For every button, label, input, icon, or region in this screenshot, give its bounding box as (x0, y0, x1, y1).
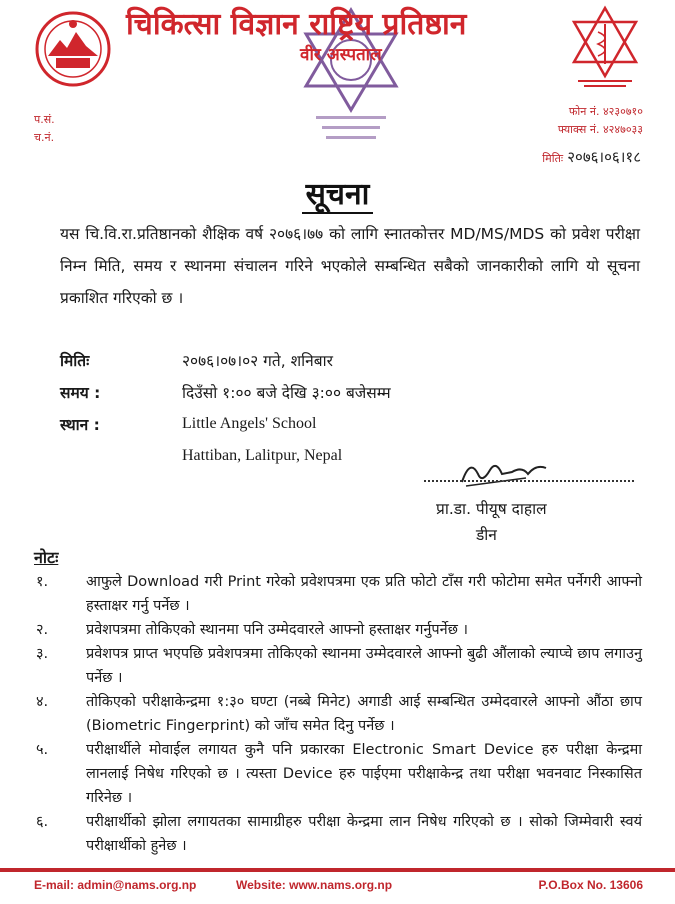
note-number: ६. (36, 814, 49, 830)
note-number: १. (36, 574, 49, 590)
nepal-emblem-icon (34, 10, 112, 88)
notice-heading-text: सूचना (302, 177, 374, 214)
footer-email: E-mail: admin@nams.org.np (34, 878, 197, 892)
signature-line (424, 480, 634, 482)
signatory-block (436, 496, 547, 548)
organization-title: चिकित्सा विज्ञान राष्ट्रिय प्रतिष्ठान (126, 7, 467, 42)
exam-time-row (60, 376, 620, 408)
exam-venue-row (60, 408, 620, 440)
note-number: ३. (36, 646, 49, 662)
date-value: २०७६।०६।१८ (567, 148, 641, 166)
notice-heading (0, 172, 675, 213)
note-text: तोकिएको परीक्षाकेन्द्रमा १:३० घण्टा (नब्बे मिनेट) अगाडी आई सम्बन्धित उम्मेदवारले आफ्नो औंठा छाप (Biometric Fingerprint) को जाँच समेत दिनु पर्नेछ । (86, 694, 642, 734)
note-number: ४. (36, 694, 49, 710)
note-item (34, 618, 642, 642)
note-text: परीक्षार्थीले मोवाईल लगायत कुनै पनि प्रकारका Electronic Smart Device हरु परीक्षा केन्द्रमा लानलाई निषेध गरिएको छ । त्यस्ता Device हरु पाईएमा परीक्षाकेन्द्र तथा परीक्षा भवनवाट निस्कासित गरिनेछ । (86, 742, 642, 806)
note-text: परीक्षार्थीको झोला लगायतका सामाग्रीहरु परीक्षा केन्द्रमा लान निषेध गरिएको छ । सोको जिम्मेवारी स्वयं परीक्षार्थीको हुनेछ । (86, 814, 642, 854)
fax-number: फ्याक्स नं. ४२४७०३३ (557, 123, 643, 136)
note-item (34, 738, 642, 810)
footer-divider (0, 868, 675, 872)
phone-number: फोन नं. ४२३०७१० (568, 105, 643, 118)
nams-logo-icon (568, 4, 642, 90)
hospital-name: वीर अस्पताल (300, 45, 382, 65)
note-item (34, 642, 642, 690)
exam-date-row (60, 344, 620, 376)
date-label: मितिः (542, 152, 564, 165)
exam-venue-label: स्थान : (60, 416, 100, 434)
note-item (34, 810, 642, 858)
exam-date-label: मितिः (60, 352, 90, 370)
exam-venue-name: Little Angels' School (182, 415, 317, 432)
notes-list (34, 570, 642, 858)
reference-number-label: प.सं. (34, 113, 55, 126)
note-item (34, 690, 642, 738)
notes-heading: नोटः (34, 548, 59, 567)
note-number: ५. (36, 742, 49, 758)
note-number: २. (36, 622, 49, 638)
notice-body: यस चि.वि.रा.प्रतिष्ठानको शैक्षिक वर्ष २०७६।७७ को लागि स्नातकोत्तर MD/MS/MDS को प्रवेश परीक्षा निम्न मिति, समय र स्थानमा संचालन गरिने भएकोले सम्बन्धित सबैको जानकारीको लागि यो सूचना प्रकाशित गरिएको छ । (60, 225, 640, 307)
dispatch-number-label: च.नं. (34, 131, 55, 144)
exam-venue-address: Hattiban, Lalitpur, Nepal (182, 447, 343, 464)
note-text: प्रवेशपत्रमा तोकिएको स्थानमा पनि उम्मेदवारले आफ्नो हस्ताक्षर गर्नुपर्नेछ । (86, 622, 468, 638)
note-text: प्रवेशपत्र प्राप्त भएपछि प्रवेशपत्रमा तोकिएको स्थानमा उम्मेदवारले आफ्नो बुढी औंलाको ल्याप्चे छाप लगाउनु पर्नेछ । (86, 646, 642, 686)
letter-date (542, 147, 641, 167)
handwritten-signature (456, 452, 556, 492)
exam-date-value: २०७६।०७।०२ गते, शनिबार (182, 352, 333, 370)
signatory-name: प्रा.डा. पीयूष दाहाल (436, 500, 547, 518)
footer-website: Website: www.nams.org.np (236, 878, 393, 892)
signatory-title: डीन (476, 526, 497, 544)
exam-time-label: समय : (60, 384, 101, 402)
footer-pobox: P.O.Box No. 13606 (538, 878, 643, 892)
note-text: आफुले Download गरी Print गरेको प्रवेशपत्रमा एक प्रति फोटो टाँस गरी फोटोमा समेत पर्नेगरी आफ्नो हस्ताक्षर गर्नु पर्नेछ । (86, 574, 642, 614)
note-item (34, 570, 642, 618)
exam-time-value: दिउँसो १:०० बजे देखि ३:०० बजेसम्म (182, 384, 391, 402)
